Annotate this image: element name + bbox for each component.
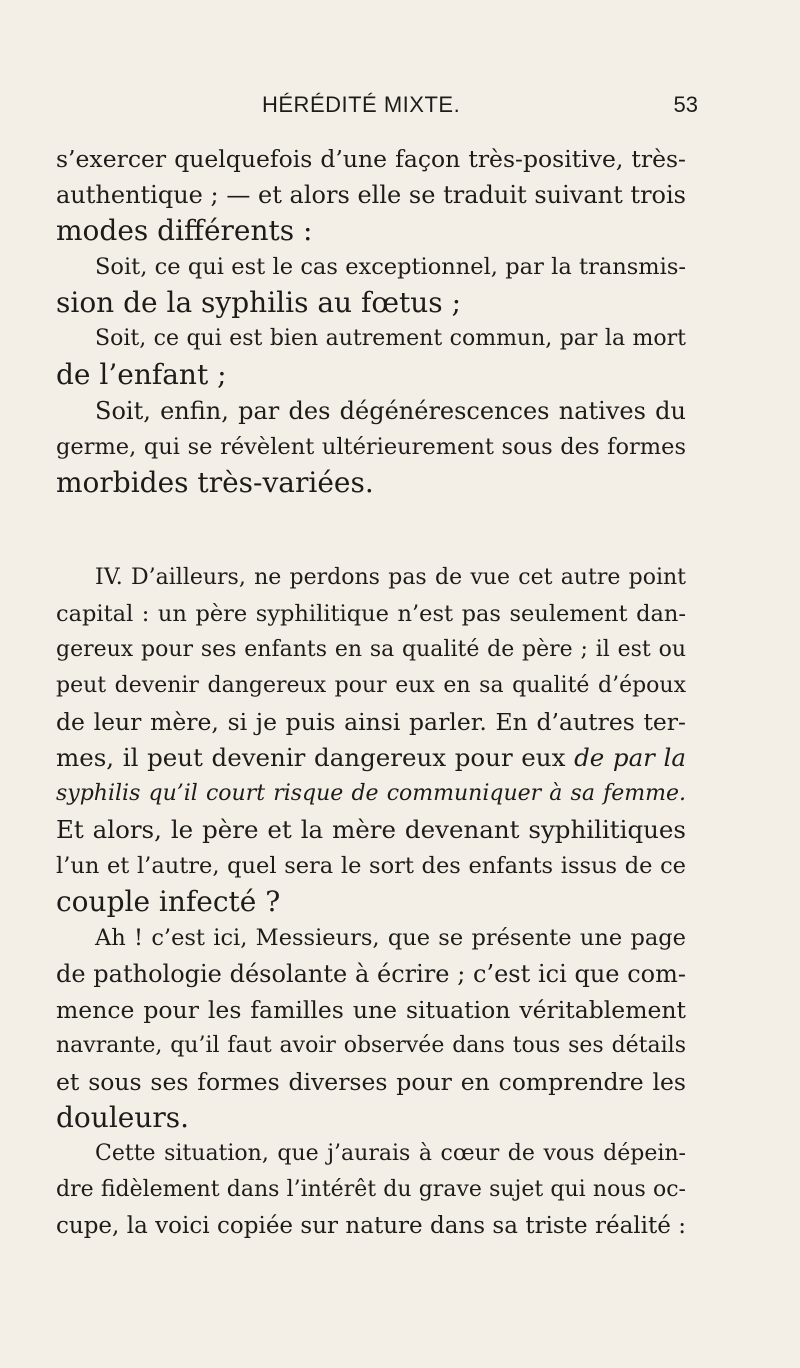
text-line: gereux pour ses enfants en sa qualité de père ; il est ou [56, 637, 686, 662]
text-line: capital : un père syphilitique n’est pas seulement dan- [56, 601, 686, 627]
text-line: germe, qui se révèlent ultérieurement sous des formes [56, 434, 686, 460]
text-line: couple infecté ? [56, 885, 281, 918]
text-line: cupe, la voici copiée sur nature dans sa triste réalité : [56, 1213, 686, 1239]
text-line: de leur mère, si je puis ainsi parler. En d’autres ter- [56, 708, 686, 736]
text-line: s’exercer quelquefois d’une façon très-positive, très- [56, 145, 686, 173]
text-line: Ah ! c’est ici, Messieurs, que se présente une page [95, 925, 686, 951]
running-title: HÉRÉDITÉ MIXTE. [262, 92, 461, 117]
text-line: Soit, ce qui est bien autrement commun, par la mort [95, 326, 686, 351]
text-line: Soit, ce qui est le cas exceptionnel, par la transmis- [95, 254, 686, 280]
text-line: Cette situation, que j’aurais à cœur de vous dépein- [95, 1141, 686, 1166]
section-iv-line: IV. D’ailleurs, ne perdons pas de vue cet autre point [95, 565, 686, 590]
text-line: mence pour les familles une situation véritablement [56, 996, 686, 1024]
text-line: sion de la syphilis au fœtus ; [56, 286, 462, 319]
text-line-segment: mes, il peut devenir dangereux pour eux [56, 743, 566, 772]
text-line: authentique ; — et alors elle se traduit suivant trois [56, 181, 686, 209]
text-line: morbides très-variées. [56, 466, 374, 499]
text-line: douleurs. [56, 1101, 190, 1134]
text-line: l’un et l’autre, quel sera le sort des enfants issus de ce [56, 853, 686, 879]
text-line [56, 776, 686, 812]
text-line [56, 740, 686, 776]
page-number: 53 [673, 92, 698, 117]
text-line: Soit, enfin, par des dégénérescences natives du [95, 397, 686, 425]
text-line: modes différents : [56, 214, 313, 247]
text-line: de l’enfant ; [56, 358, 227, 391]
text-line: de pathologie désolante à écrire ; c’est ici que com- [56, 960, 686, 988]
page-header [0, 92, 800, 122]
text-line: peut devenir dangereux pour eux en sa qualité d’époux [56, 673, 686, 698]
text-line: et sous ses formes diverses pour en comprendre les [56, 1068, 686, 1096]
text-line: navrante, qu’il faut avoir observée dans tous ses détails [56, 1033, 686, 1058]
italic-phrase: de par la [574, 743, 686, 772]
text-line: dre fidèlement dans l’intérêt du grave sujet qui nous oc- [56, 1177, 686, 1202]
italic-phrase: syphilis qu’il court risque de communiquer à sa femme. [56, 781, 686, 806]
text-line: Et alors, le père et la mère devenant syphilitiques [56, 815, 686, 844]
